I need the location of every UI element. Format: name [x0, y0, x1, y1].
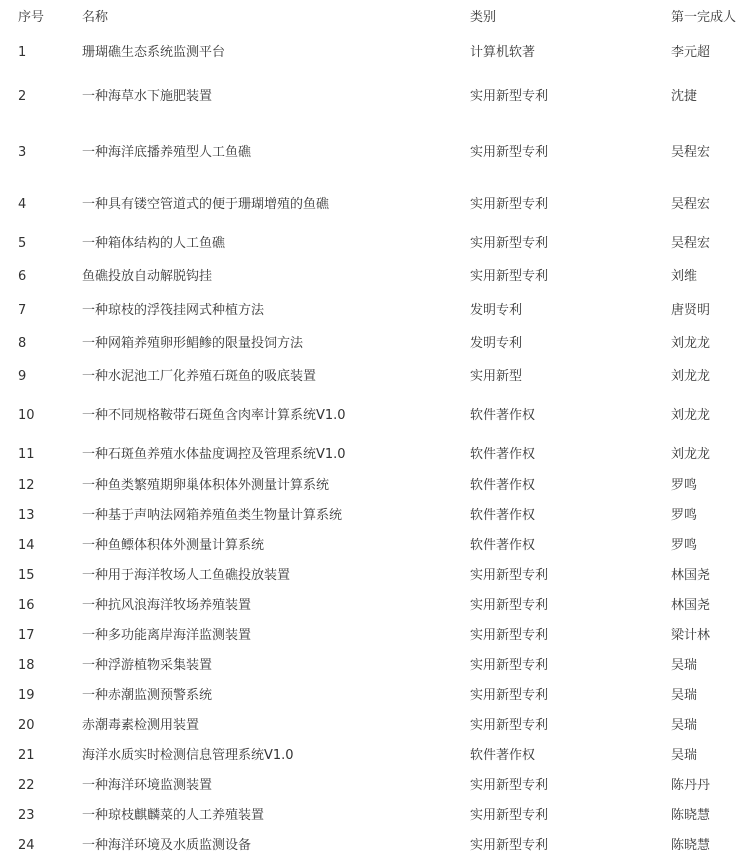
cell-name: 一种多功能离岸海洋监测装置 [82, 628, 252, 643]
cell-author: 罗鸣 [671, 478, 698, 493]
header-no: 序号 [18, 10, 45, 25]
cell-author: 刘龙龙 [671, 408, 711, 423]
cell-name: 一种赤潮监测预警系统 [82, 688, 213, 703]
cell-category: 实用新型专利 [470, 145, 549, 160]
cell-name: 一种石斑鱼养殖水体盐度调控及管理系统V1.0 [82, 447, 346, 462]
cell-category: 实用新型专利 [470, 628, 549, 643]
cell-no: 7 [18, 303, 27, 318]
cell-name: 一种抗风浪海洋牧场养殖装置 [82, 598, 252, 613]
cell-author: 唐贤明 [671, 303, 711, 318]
cell-author: 刘龙龙 [671, 336, 711, 351]
cell-name: 一种基于声呐法网箱养殖鱼类生物量计算系统 [82, 508, 343, 523]
cell-name: 一种浮游植物采集装置 [82, 658, 213, 673]
cell-author: 刘龙龙 [671, 369, 711, 384]
cell-category: 实用新型专利 [470, 236, 549, 251]
cell-category: 发明专利 [470, 336, 523, 351]
cell-category: 软件著作权 [470, 447, 536, 462]
cell-name: 一种鱼鳔体积体外测量计算系统 [82, 538, 265, 553]
cell-name: 珊瑚礁生态系统监测平台 [82, 45, 226, 60]
cell-no: 2 [18, 89, 27, 104]
cell-category: 实用新型专利 [470, 568, 549, 583]
cell-author: 陈丹丹 [671, 778, 711, 793]
cell-author: 林国尧 [671, 598, 711, 613]
cell-category: 实用新型 [470, 369, 523, 384]
cell-category: 实用新型专利 [470, 808, 549, 823]
cell-name: 赤潮毒素检测用装置 [82, 718, 200, 733]
cell-category: 实用新型专利 [470, 89, 549, 104]
cell-name: 鱼礁投放自动解脱钩挂 [82, 269, 213, 284]
cell-author: 吴瑞 [671, 658, 698, 673]
cell-author: 沈捷 [671, 89, 698, 104]
cell-no: 3 [18, 145, 27, 160]
cell-no: 12 [18, 478, 35, 493]
header-name: 名称 [82, 10, 109, 25]
cell-name: 海洋水质实时检测信息管理系统V1.0 [82, 748, 294, 763]
cell-author: 吴程宏 [671, 145, 711, 160]
cell-name: 一种海草水下施肥装置 [82, 89, 213, 104]
cell-name: 一种海洋环境及水质监测设备 [82, 838, 252, 853]
cell-author: 李元超 [671, 45, 711, 60]
cell-name: 一种琼枝的浮筏挂网式种植方法 [82, 303, 265, 318]
cell-category: 软件著作权 [470, 538, 536, 553]
cell-no: 5 [18, 236, 27, 251]
cell-name: 一种海洋环境监测装置 [82, 778, 213, 793]
cell-author: 吴程宏 [671, 236, 711, 251]
cell-no: 17 [18, 628, 35, 643]
cell-category: 实用新型专利 [470, 269, 549, 284]
cell-name: 一种不同规格鞍带石斑鱼含肉率计算系统V1.0 [82, 408, 346, 423]
cell-author: 吴程宏 [671, 197, 711, 212]
cell-author: 吴瑞 [671, 688, 698, 703]
cell-category: 实用新型专利 [470, 718, 549, 733]
cell-category: 实用新型专利 [470, 197, 549, 212]
cell-category: 软件著作权 [470, 508, 536, 523]
cell-no: 24 [18, 838, 35, 853]
cell-no: 20 [18, 718, 35, 733]
cell-category: 实用新型专利 [470, 688, 549, 703]
cell-no: 6 [18, 269, 27, 284]
cell-no: 13 [18, 508, 35, 523]
cell-name: 一种水泥池工厂化养殖石斑鱼的吸底装置 [82, 369, 317, 384]
cell-no: 9 [18, 369, 27, 384]
cell-name: 一种鱼类繁殖期卵巢体积体外测量计算系统 [82, 478, 330, 493]
cell-category: 发明专利 [470, 303, 523, 318]
cell-category: 软件著作权 [470, 408, 536, 423]
cell-name: 一种海洋底播养殖型人工鱼礁 [82, 145, 252, 160]
cell-author: 吴瑞 [671, 748, 698, 763]
cell-author: 罗鸣 [671, 508, 698, 523]
cell-author: 罗鸣 [671, 538, 698, 553]
cell-name: 一种箱体结构的人工鱼礁 [82, 236, 226, 251]
cell-category: 实用新型专利 [470, 598, 549, 613]
cell-author: 陈晓慧 [671, 838, 711, 853]
cell-category: 实用新型专利 [470, 658, 549, 673]
cell-no: 16 [18, 598, 35, 613]
cell-author: 刘龙龙 [671, 447, 711, 462]
cell-category: 软件著作权 [470, 748, 536, 763]
header-author: 第一完成人 [671, 10, 737, 25]
cell-name: 一种琼枝麒麟菜的人工养殖装置 [82, 808, 265, 823]
cell-no: 1 [18, 45, 27, 60]
cell-name: 一种用于海洋牧场人工鱼礁投放装置 [82, 568, 291, 583]
cell-author: 梁计林 [671, 628, 711, 643]
cell-author: 林国尧 [671, 568, 711, 583]
cell-no: 21 [18, 748, 35, 763]
cell-no: 14 [18, 538, 35, 553]
cell-no: 15 [18, 568, 35, 583]
cell-author: 陈晓慧 [671, 808, 711, 823]
cell-category: 软件著作权 [470, 478, 536, 493]
header-category: 类别 [470, 10, 497, 25]
cell-no: 19 [18, 688, 35, 703]
cell-no: 8 [18, 336, 27, 351]
cell-name: 一种网箱养殖卵形鲳鲹的限量投饲方法 [82, 336, 304, 351]
cell-no: 18 [18, 658, 35, 673]
cell-category: 实用新型专利 [470, 838, 549, 853]
cell-no: 10 [18, 408, 35, 423]
cell-author: 刘维 [671, 269, 698, 284]
cell-no: 11 [18, 447, 35, 462]
cell-no: 23 [18, 808, 35, 823]
cell-category: 实用新型专利 [470, 778, 549, 793]
cell-no: 4 [18, 197, 27, 212]
cell-author: 吴瑞 [671, 718, 698, 733]
cell-no: 22 [18, 778, 35, 793]
cell-name: 一种具有镂空管道式的便于珊瑚增殖的鱼礁 [82, 197, 330, 212]
cell-category: 计算机软著 [470, 45, 536, 60]
